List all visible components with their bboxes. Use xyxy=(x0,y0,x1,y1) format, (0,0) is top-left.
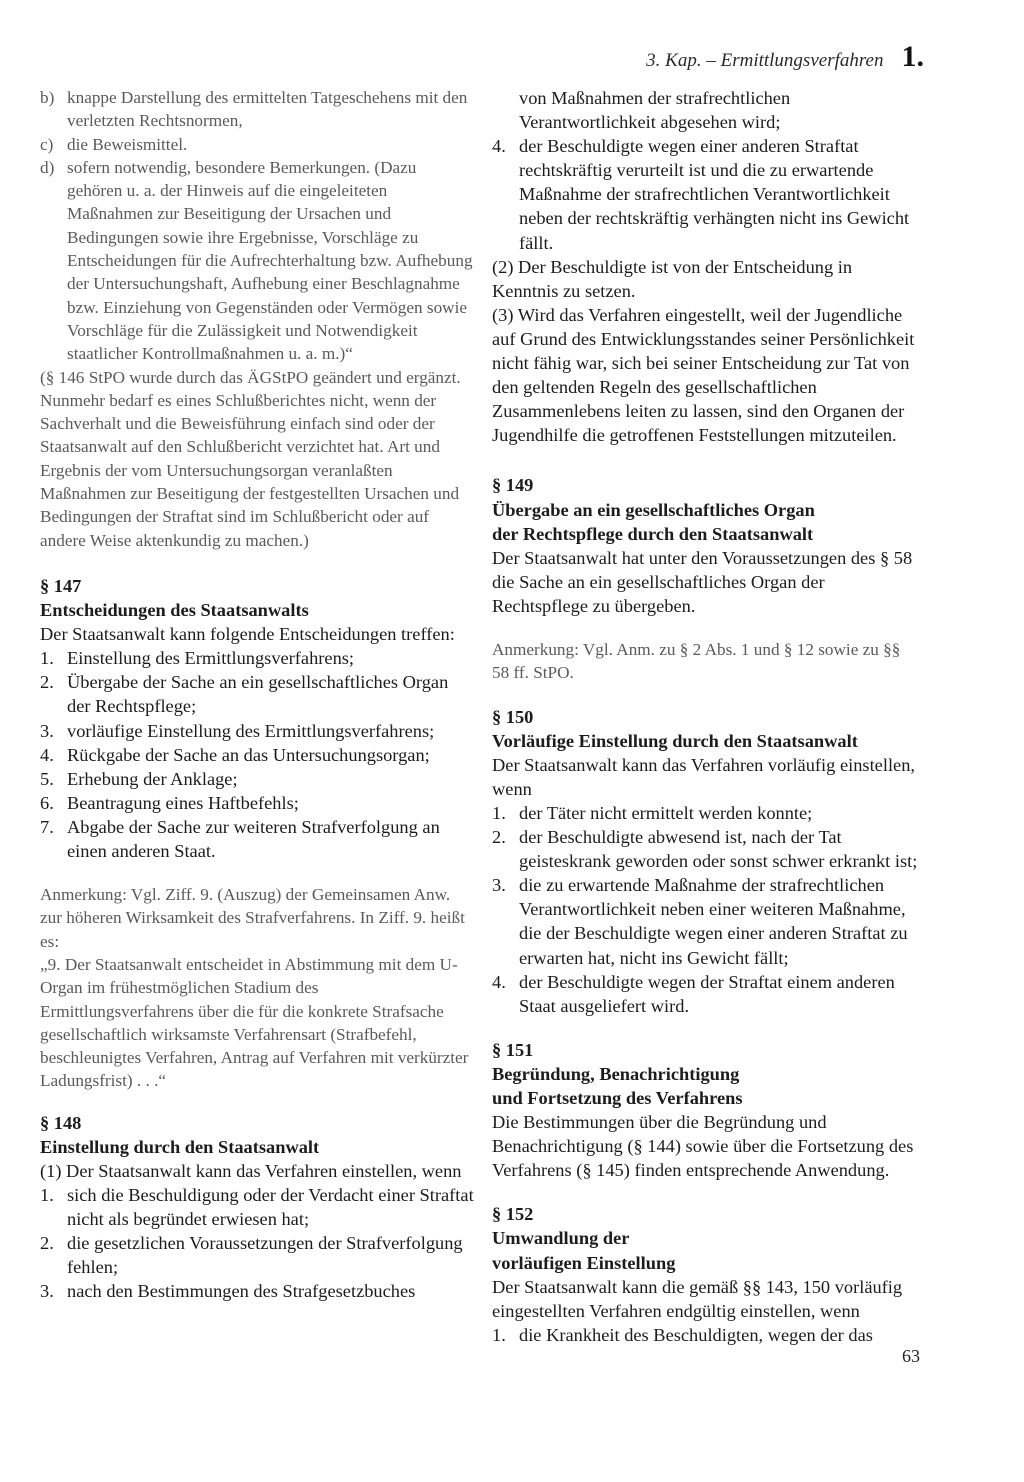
item-text: von Maßnahmen der strafrechtlichen Verantwortlichkeit abgesehen wird; xyxy=(519,88,791,133)
section-title-line2: und Fortsetzung des Verfahrens xyxy=(492,1087,743,1108)
section-151 xyxy=(492,1038,920,1183)
annotation-text: Anmerkung: Vgl. Ziff. 9. (Auszug) der Gemeinsamen Anw. zur höheren Wirksamkeit des Strafverfahrens. In Ziff. 9. heißt es: xyxy=(40,885,465,951)
item-number: 4. xyxy=(492,971,506,992)
running-title: 3. Kap. – Ermittlungsverfahren xyxy=(646,50,884,71)
top-list xyxy=(40,86,474,552)
section-intro: Der Staatsanwalt kann das Verfahren vorläufig einstellen, wenn xyxy=(492,754,916,799)
section-150 xyxy=(492,705,920,1018)
item-number: 1. xyxy=(40,648,54,669)
item-text: die gesetzlichen Voraussetzungen der Strafverfolgung fehlen; xyxy=(67,1233,463,1278)
annotation xyxy=(40,883,474,1093)
section-title: Begründung, Benachrichtigung xyxy=(492,1063,740,1084)
item-text: Übergabe der Sache an ein gesellschaftliches Organ der Rechtspflege; xyxy=(67,672,449,717)
item-number: 2. xyxy=(492,827,506,848)
list-item xyxy=(40,156,474,366)
item-text: nach den Bestimmungen des Strafgesetzbuches xyxy=(67,1281,416,1302)
item-text: Erhebung der Anklage; xyxy=(67,768,238,789)
section-number: § 151 xyxy=(492,1039,534,1060)
list-item xyxy=(492,970,920,1018)
item-text: sich die Beschuldigung oder der Verdacht einer Straftat nicht als begründet erwiesen hat; xyxy=(67,1185,474,1230)
section-number: § 147 xyxy=(40,575,82,596)
item-text: Rückgabe der Sache an das Untersuchungsorgan; xyxy=(67,744,430,765)
section-148 xyxy=(40,1111,474,1304)
paragraph-3: (3) Wird das Verfahren eingestellt, weil der Jugendliche auf Grund des Entwicklungsstandes seiner Persönlichkeit nicht fähig war, sich bei seiner Entscheidung zur Tat von den geltenden Regeln des gesellschaftlichen Zusammenlebens leiten zu lassen, sind den Organen der Jugendhilfe die getroffenen Feststellungen mitzuteilen. xyxy=(492,304,915,446)
item-text: der Täter nicht ermittelt werden konnte; xyxy=(519,802,813,823)
paragraph-2: (2) Der Beschuldigte ist von der Entscheidung in Kenntnis zu setzen. xyxy=(492,256,853,301)
item-text: knappe Darstellung des ermittelten Tatgeschehens mit den verletzten Rechtsnormen, xyxy=(67,88,468,131)
list-item xyxy=(40,1231,474,1279)
left-column xyxy=(40,86,474,1303)
item-number: c) xyxy=(40,134,54,154)
item-text: der Beschuldigte wegen der Straftat einem anderen Staat ausgeliefert wird. xyxy=(519,971,895,1016)
item-text: die Beweismittel. xyxy=(67,134,188,154)
item-number: 7. xyxy=(40,816,54,837)
list-item xyxy=(40,791,474,815)
list-item xyxy=(40,1183,474,1231)
list-item xyxy=(40,815,474,863)
item-text: Einstellung des Ermittlungsverfahrens; xyxy=(67,648,355,669)
section-number: § 152 xyxy=(492,1204,534,1225)
list-item xyxy=(40,670,474,718)
item-number: 3. xyxy=(492,875,506,896)
list-item xyxy=(40,1279,474,1303)
list-item xyxy=(40,743,474,767)
section-number: § 150 xyxy=(492,706,534,727)
annotation: Anmerkung: Vgl. Anm. zu § 2 Abs. 1 und § 12 sowie zu §§ 58 ff. StPO. xyxy=(492,639,901,683)
item-number: 2. xyxy=(40,1233,54,1254)
list-item xyxy=(492,873,920,969)
item-number: b) xyxy=(40,88,55,107)
item-number: 3. xyxy=(40,1281,54,1302)
item-text: Beantragung eines Haftbefehls; xyxy=(67,792,299,813)
section-147 xyxy=(40,574,474,1093)
section-title: Vorläufige Einstellung durch den Staatsanwalt xyxy=(492,730,858,751)
chapter-number: 1. xyxy=(901,40,924,73)
section-152 xyxy=(492,1202,920,1347)
section-title: Übergabe an ein gesellschaftliches Organ xyxy=(492,499,815,520)
item-number: 6. xyxy=(40,792,54,813)
list-item xyxy=(40,767,474,791)
item-number: 3. xyxy=(40,720,54,741)
list-item xyxy=(492,134,920,254)
list-item xyxy=(492,825,920,873)
item-number: 1. xyxy=(40,1185,54,1206)
item-number: 1. xyxy=(492,802,506,823)
section-text: Der Staatsanwalt hat unter den Voraussetzungen des § 58 die Sache an ein gesellschaftliches Organ der Rechtspflege zu übergeben. xyxy=(492,547,913,616)
section-title: Entscheidungen des Staatsanwalts xyxy=(40,600,309,621)
list-item-continued xyxy=(492,86,920,134)
list-item xyxy=(40,719,474,743)
section-text: Der Staatsanwalt kann die gemäß §§ 143, 150 vorläufig eingestellten Verfahren endgültig einstellen, wenn xyxy=(492,1276,903,1321)
section-title-line2: vorläufigen Einstellung xyxy=(492,1252,676,1273)
running-header xyxy=(646,40,924,74)
item-text: Abgabe der Sache zur weiteren Strafverfolgung an einen anderen Staat. xyxy=(67,816,440,861)
item-text: der Beschuldigte wegen einer anderen Straftat rechtskräftig verurteilt ist und die zu erwartende Maßnahme der strafrechtlichen Verantwortlichkeit neben der rechtskräftig verhängten nicht ins Gewicht fällt. xyxy=(519,136,910,253)
item-number: 2. xyxy=(40,672,54,693)
section-intro: (1) Der Staatsanwalt kann das Verfahren einstellen, wenn xyxy=(40,1160,462,1181)
item-number: 1. xyxy=(492,1324,506,1345)
annotation-quote: „9. Der Staatsanwalt entscheidet in Abstimmung mit dem U-Organ im frühestmöglichen Stadium des Ermittlungsverfahrens über die für die konkrete Strafsache gesellschaftlich wirksamste Verfahrensart (Strafbefehl, beschleunigtes Verfahren, Antrag auf Verfahren mit verkürzter Ladungsfrist) . . .“ xyxy=(40,954,469,1091)
item-number: 4. xyxy=(492,136,506,157)
section-number: § 149 xyxy=(492,475,534,496)
list-item xyxy=(492,801,920,825)
section-title: Umwandlung der xyxy=(492,1228,630,1249)
item-text: die zu erwartende Maßnahme der strafrechtlichen Verantwortlichkeit neben einer weiteren Maßnahme, die der Beschuldigte wegen einer anderen Straftat zu erwarten hat, nicht ins Gewicht fällt; xyxy=(519,875,908,968)
page-number: 63 xyxy=(902,1346,920,1366)
item-text: vorläufige Einstellung des Ermittlungsverfahrens; xyxy=(67,720,435,741)
item-text: die Krankheit des Beschuldigten, wegen der das xyxy=(519,1324,873,1345)
list-item xyxy=(40,86,474,133)
item-text: sofern notwendig, besondere Bemerkungen. (Dazu gehören u. a. der Hinweis auf die eingeleiteten Maßnahmen zur Beseitigung der Ursachen und Bedingungen sowie ihre Ergebnisse, Vorschläge zu Entscheidungen für die Aufrechterhaltung bzw. Aufhebung der Untersuchungshaft, Aufhebung einer Beschlagnahme bzw. Einziehung von Gegenständen oder Vermögen sowie Vorschläge für die Zulässigkeit und Notwendigkeit staatlicher Kontrollmaßnahmen u. a. m.)“ xyxy=(67,157,473,364)
section-title: Einstellung durch den Staatsanwalt xyxy=(40,1136,320,1157)
list-item xyxy=(40,646,474,670)
item-number: d) xyxy=(40,157,55,177)
section-text: Die Bestimmungen über die Begründung und Benachrichtigung (§ 144) sowie über die Fortsetzung des Verfahrens (§ 145) finden entsprechende Anwendung. xyxy=(492,1112,914,1181)
item-number: 4. xyxy=(40,744,54,765)
item-text: der Beschuldigte abwesend ist, nach der Tat geisteskrank geworden oder sonst schwer erkrankt ist; xyxy=(519,827,918,872)
section-149 xyxy=(492,473,920,684)
list-item xyxy=(492,1323,920,1347)
section-number: § 148 xyxy=(40,1112,82,1133)
section-intro: Der Staatsanwalt kann folgende Entscheidungen treffen: xyxy=(40,624,455,645)
right-column xyxy=(492,86,920,1347)
list-item xyxy=(40,133,474,156)
amendment-note: (§ 146 StPO wurde durch das ÄGStPO geändert und ergänzt. Nunmehr bedarf es eines Schlußberichtes nicht, wenn der Sachverhalt und die Beweisführung einfach sind oder der Staatsanwalt auf den Schlußbericht verzichtet hat. Art und Ergebnis der vom Untersuchungsorgan veranlaßten Maßnahmen zur Beseitigung der festgestellten Ursachen und Bedingungen der Straftat sind im Schlußbericht oder auf andere Weise aktenkundig zu machen.) xyxy=(40,367,461,550)
item-number: 5. xyxy=(40,768,54,789)
section-title-line2: der Rechtspflege durch den Staatsanwalt xyxy=(492,523,814,544)
